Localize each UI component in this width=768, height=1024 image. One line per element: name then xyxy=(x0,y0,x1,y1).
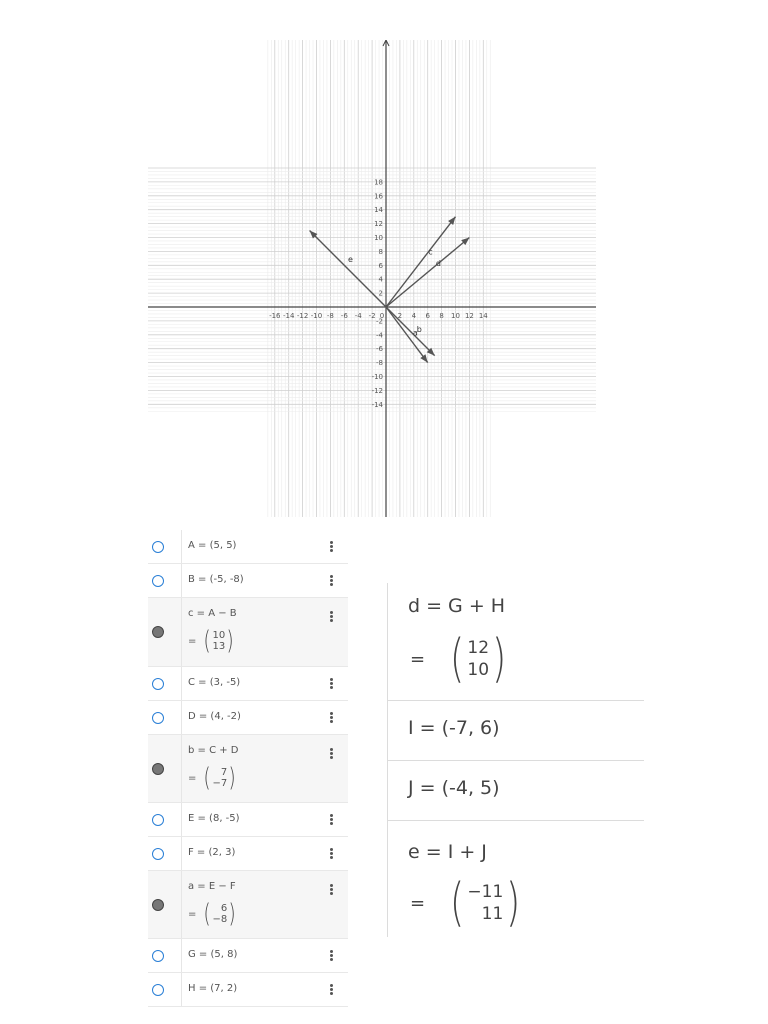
definition-B[interactable]: B = (-5, -8) xyxy=(188,574,244,585)
definition-E[interactable]: E = (8, -5) xyxy=(188,813,240,824)
algebra-row-B[interactable] xyxy=(148,564,348,598)
y-tick-label: 18 xyxy=(374,178,383,187)
definition-c[interactable]: c = A − B xyxy=(188,608,237,619)
output-a: = ( 6 −8 ) xyxy=(188,899,236,929)
algebra-row-d[interactable] xyxy=(388,583,644,701)
y-tick-label: -10 xyxy=(371,373,383,381)
x-tick-label: -10 xyxy=(310,312,323,320)
x-tick-label: 8 xyxy=(439,312,444,320)
more-menu-icon[interactable] xyxy=(330,883,334,896)
y-tick-label: 10 xyxy=(374,234,383,242)
y-tick-label: 8 xyxy=(378,247,383,256)
vector-label-b: b xyxy=(416,324,422,334)
algebra-row-D[interactable] xyxy=(148,701,348,735)
output-c: = ( 10 13 ) xyxy=(188,626,234,656)
more-menu-icon[interactable] xyxy=(330,711,334,724)
algebra-row-G[interactable] xyxy=(148,939,348,973)
y-tick-label: -6 xyxy=(376,345,383,354)
algebra-view-right xyxy=(387,583,644,937)
algebra-row-J[interactable] xyxy=(388,761,644,821)
algebra-row-A[interactable] xyxy=(148,530,348,564)
y-tick-label: 16 xyxy=(374,192,383,201)
x-tick-label: 2 xyxy=(397,312,403,320)
algebra-row-F[interactable] xyxy=(148,837,348,871)
definition-d[interactable]: d = G + H xyxy=(408,595,506,617)
x-tick-label: -14 xyxy=(282,312,295,320)
more-menu-icon[interactable] xyxy=(330,610,334,623)
more-menu-icon[interactable] xyxy=(330,847,334,860)
visibility-toggle-G[interactable] xyxy=(152,950,164,962)
definition-e[interactable]: e = I + J xyxy=(408,841,487,863)
algebra-row-b[interactable] xyxy=(148,735,348,803)
more-menu-icon[interactable] xyxy=(330,540,334,553)
algebra-view-left xyxy=(148,530,348,1007)
visibility-toggle-A[interactable] xyxy=(152,541,164,553)
definition-A[interactable]: A = (5, 5) xyxy=(188,540,237,551)
x-tick-label: -16 xyxy=(269,312,281,320)
visibility-toggle-b[interactable] xyxy=(152,763,164,775)
definition-J[interactable]: J = (-4, 5) xyxy=(408,777,500,799)
visibility-toggle-F[interactable] xyxy=(152,848,164,860)
graphics-view[interactable] xyxy=(148,40,596,517)
output-b: = ( 7 −7 ) xyxy=(188,763,236,793)
definition-b[interactable]: b = C + D xyxy=(188,745,239,756)
vector-label-c: c xyxy=(428,247,433,257)
x-tick-label: 0 xyxy=(379,312,385,320)
output-e: = ( −11 11 ) xyxy=(410,873,521,933)
y-tick-label: 14 xyxy=(374,206,383,215)
vector-label-d: d xyxy=(435,258,441,268)
more-menu-icon[interactable] xyxy=(330,574,334,587)
algebra-row-e[interactable] xyxy=(388,821,644,937)
x-tick-label: 14 xyxy=(478,312,488,320)
y-tick-label: -2 xyxy=(376,317,383,326)
algebra-row-I[interactable] xyxy=(388,701,644,761)
more-menu-icon[interactable] xyxy=(330,747,334,760)
y-tick-label: -14 xyxy=(371,400,383,409)
visibility-toggle-c[interactable] xyxy=(152,626,164,638)
coordinate-grid[interactable] xyxy=(148,40,596,517)
definition-I[interactable]: I = (-7, 6) xyxy=(408,717,500,739)
x-tick-label: -6 xyxy=(340,312,348,320)
visibility-toggle-C[interactable] xyxy=(152,678,164,690)
visibility-toggle-E[interactable] xyxy=(152,814,164,826)
y-tick-label: 2 xyxy=(378,289,383,298)
visibility-toggle-a[interactable] xyxy=(152,899,164,911)
algebra-row-C[interactable] xyxy=(148,667,348,701)
visibility-toggle-H[interactable] xyxy=(152,984,164,996)
definition-H[interactable]: H = (7, 2) xyxy=(188,983,238,994)
algebra-row-H[interactable] xyxy=(148,973,348,1007)
y-tick-label: -8 xyxy=(376,359,383,368)
visibility-toggle-D[interactable] xyxy=(152,712,164,724)
y-tick-label: 4 xyxy=(378,275,383,284)
output-d: = ( 12 10 ) xyxy=(410,629,507,689)
definition-G[interactable]: G = (5, 8) xyxy=(188,949,238,960)
x-tick-label: 10 xyxy=(451,312,460,320)
algebra-row-E[interactable] xyxy=(148,803,348,837)
algebra-row-c[interactable] xyxy=(148,598,348,667)
x-tick-label: 4 xyxy=(411,312,417,320)
x-tick-label: -2 xyxy=(368,312,376,320)
x-tick-label: -12 xyxy=(296,312,309,320)
more-menu-icon[interactable] xyxy=(330,983,334,996)
definition-a[interactable]: a = E − F xyxy=(188,881,236,892)
x-tick-label: 12 xyxy=(464,312,474,320)
visibility-toggle-B[interactable] xyxy=(152,575,164,587)
y-tick-label: 6 xyxy=(378,261,383,270)
x-tick-label: -8 xyxy=(326,312,334,320)
vector-label-a: a xyxy=(412,328,418,338)
definition-C[interactable]: C = (3, -5) xyxy=(188,677,241,688)
vector-label-e: e xyxy=(347,254,353,264)
y-tick-label: -4 xyxy=(376,331,383,340)
definition-F[interactable]: F = (2, 3) xyxy=(188,847,236,858)
more-menu-icon[interactable] xyxy=(330,677,334,690)
more-menu-icon[interactable] xyxy=(330,949,334,962)
y-tick-label: -12 xyxy=(371,386,383,395)
y-tick-label: 12 xyxy=(374,220,383,229)
more-menu-icon[interactable] xyxy=(330,813,334,826)
definition-D[interactable]: D = (4, -2) xyxy=(188,711,241,722)
x-tick-label: -4 xyxy=(354,312,362,320)
algebra-row-a[interactable] xyxy=(148,871,348,939)
x-tick-label: 6 xyxy=(425,312,430,320)
